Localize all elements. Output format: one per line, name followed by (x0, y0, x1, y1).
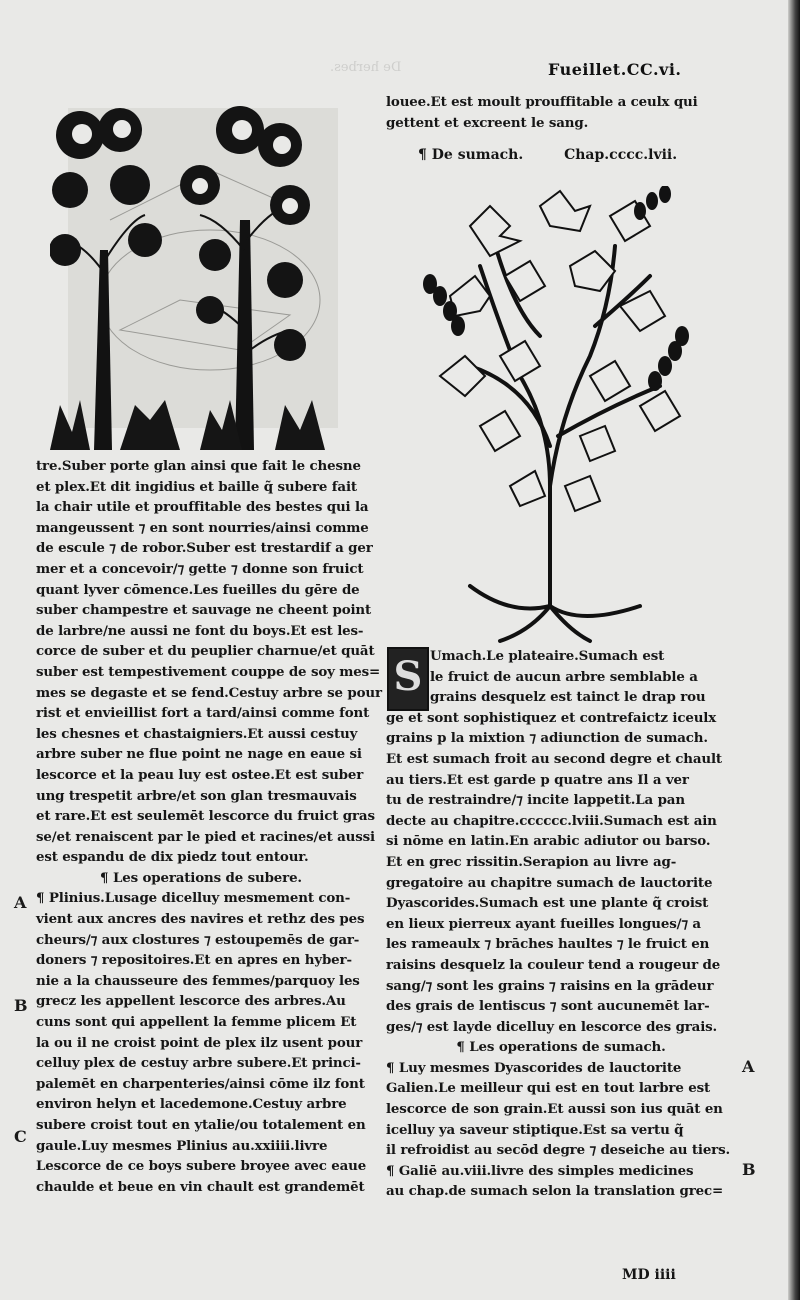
text-line: de larbre/ne aussi ne font du boys.Et est les- (36, 622, 364, 639)
text-line: Et en grec rissitin.Serapion au livre ag- (386, 853, 677, 870)
margin-note-a-right: A (742, 1057, 755, 1076)
text-line: suber est tempestivement couppe de soy mes= (36, 663, 381, 680)
text-line: et rare.Et est seulemēt lescorce du fruict gras (36, 808, 375, 825)
text-line: au chap.de sumach selon la translation grec= (386, 1183, 724, 1200)
text-line: tre.Suber porte glan ainsi que fait le chesne (36, 458, 361, 474)
text-line: ¶ Plinius.Lusage dicelluy mesmement con- (36, 890, 351, 907)
text-line: arbre suber ne flue point ne nage en eaue si (36, 746, 362, 763)
bleed-head: De herbes. (330, 60, 402, 75)
text-line: cheurs/⁊ aux clostures ⁊ estoupemēs de gar- (36, 931, 360, 948)
text-line: Lescorce de ce boys subere broyee avec eaue (36, 1158, 367, 1175)
running-head: Fueillet.CC.vi. (548, 60, 682, 79)
text-line (386, 687, 736, 708)
text-line: en lieux pierreux ayant fueilles longues/⁊ a (386, 915, 701, 932)
text-line: les chesnes et chastaigniers.Et aussi cestuy (36, 725, 358, 742)
text-line-body: Galiē au.viii.livre des simples medicines (398, 1162, 694, 1179)
text-line: grecz les appellent lescorce des arbres.Au (36, 993, 346, 1010)
text-line: decte au chapitre.cccccc.lviii.Sumach est ain (386, 812, 717, 829)
text-line: de escule ⁊ de robor.Suber est trestardif a ger (36, 540, 373, 557)
text-line: gettent et excreent le sang. (386, 114, 589, 131)
margin-note-c-left: C (14, 1127, 27, 1146)
text-line: gregatoire au chapitre sumach de lauctorite (386, 874, 713, 891)
woodcut-sumach-plant (410, 186, 700, 646)
text-line-body: Luy mesmes Dyascorides de lauctorite (398, 1059, 682, 1076)
text-line: cuns sont qui appellent la femme plicem Et (36, 1014, 357, 1031)
text-line: subere croist tout en ytalie/ou totalement en (36, 1117, 366, 1133)
text-line: des grais de lentiscus ⁊ sont aucunemēt lar- (386, 998, 710, 1015)
text-line: raisins desquelz la couleur tend a rougeur de (386, 956, 721, 973)
section-heading: ¶ Les operations de subere. (100, 869, 302, 886)
text-line: chaulde et beue en vin chault est grandemēt (36, 1178, 365, 1195)
margin-note-b-right: B (742, 1160, 756, 1179)
catchword: MD iiii (622, 1267, 676, 1283)
text-line: tu de restraindre/⁊ incite lappetit.La pan (386, 792, 685, 809)
page-edge-shadow (788, 0, 800, 1300)
text-line: doners ⁊ repositoires.Et en apres en hyber- (36, 952, 352, 969)
margin-note-a-left: A (14, 893, 27, 912)
text-line: les rameaulx ⁊ brāches haultes ⁊ le fruict en (386, 936, 710, 953)
text-line-body: Umach.Le plateaire.Sumach est (430, 648, 665, 664)
text-line: icelluy ya saveur stiptique.Est sa vertu q̃ (386, 1121, 684, 1138)
text-line: Et est sumach froit au second degre et chault (386, 750, 722, 767)
text-line: la ou il ne croist point de plex ilz usent pour (36, 1034, 363, 1051)
margin-note-b-left: B (14, 996, 28, 1015)
text-line: il refroidist au secōd degre ⁊ deseiche au tiers. (386, 1142, 730, 1159)
text-line: vient aux ancres des navires et rethz des pes (36, 911, 365, 928)
text-line: mangeussent ⁊ en sont nourries/ainsi comme (36, 519, 369, 536)
text-line: Galien.Le meilleur qui est en tout larbre est (386, 1080, 711, 1097)
chapter-heading: ¶ De sumach. Chap.cccc.lvii. (418, 147, 678, 163)
text-line: palemēt en charpenteries/ainsi cōme ilz font (36, 1075, 365, 1092)
text-line: est espandu de dix piedz tout entour. (36, 849, 309, 866)
text-line: ge et sont sophistiquez et contrefaictz iceulx (386, 709, 717, 726)
text-line: grains p la mixtion ⁊ adiunction de sumach. (386, 730, 708, 747)
text-line: se/et renaiscent par le pied et racines/et aussi (36, 828, 375, 845)
text-line: rist et envieillist fort a tard/ainsi comme font (36, 705, 370, 722)
text-line: corce de suber et du peuplier charnue/et quāt (36, 643, 375, 660)
section-heading: ¶ Les operations de sumach. (456, 1039, 666, 1056)
text-line: Dyascorides.Sumach est une plante q̃ croist (386, 895, 709, 912)
text-line: ¶ Galiē au.viii.livre des simples medicines (386, 1162, 694, 1179)
section-heading-text: Les operations de sumach. (469, 1039, 666, 1056)
text-line: et plex.Et dit ingidius et baille q̃ subere fait (36, 478, 357, 495)
text-line-body: Plinius.Lusage dicelluy mesmement con- (48, 890, 351, 907)
text-line: mes se degaste et se fend.Cestuy arbre se pour (36, 684, 382, 701)
text-line: la chair utile et prouffitable des bestes qui la (36, 499, 369, 516)
right-column-text (386, 646, 736, 1202)
text-line-body: grains desquelz est tainct le drap rou (430, 689, 706, 706)
text-line: si nōme en latin.En arabic adiutor ou barso. (386, 833, 711, 850)
text-line: louee.Et est moult prouffitable a ceulx qui (386, 94, 698, 110)
text-line: mer et a concevoir/⁊ gette ⁊ donne son fruict (36, 560, 364, 577)
text-line (386, 667, 736, 688)
text-line-body: le fruict de aucun arbre semblable a (430, 668, 698, 685)
chapter-title: De sumach. (431, 147, 524, 163)
text-line (386, 646, 736, 667)
text-line: lescorce et la peau luy est ostee.Et est suber (36, 766, 364, 783)
left-column-text (36, 456, 382, 1197)
woodcut-oak-trees (50, 100, 340, 456)
text-line: au tiers.Et est garde p quatre ans Il a ver (386, 771, 689, 788)
text-line: ges/⁊ est layde dicelluy en lescorce des grais. (386, 1018, 718, 1035)
chapter-number: Chap.cccc.lvii. (564, 147, 678, 163)
text-line: gaule.Luy mesmes Plinius au.xxiiii.livre (36, 1137, 328, 1154)
text-line: lescorce de son grain.Et aussi son ius quāt en (386, 1101, 723, 1118)
initial-letter: S (393, 653, 423, 700)
text-line: sang/⁊ sont les grains ⁊ raisins en la grādeur (386, 977, 714, 994)
text-line: environ helyn et lacedemone.Cestuy arbre (36, 1096, 347, 1113)
text-line: nie a la chausseure des femmes/parquoy les (36, 972, 360, 989)
section-heading-text: Les operations de subere. (112, 869, 302, 886)
text-line: quant lyver cōmence.Les fueilles du gēre de (36, 581, 360, 598)
text-line: suber champestre et sauvage ne cheent point (36, 602, 372, 619)
text-line: celluy plex de cestuy arbre subere.Et princi- (36, 1055, 361, 1072)
bleed-through-text (330, 58, 401, 77)
text-line: ung trespetit arbre/et son glan tresmauvais (36, 787, 357, 804)
right-column-top-text (386, 92, 706, 133)
text-line: ¶ Luy mesmes Dyascorides de lauctorite (386, 1059, 682, 1076)
